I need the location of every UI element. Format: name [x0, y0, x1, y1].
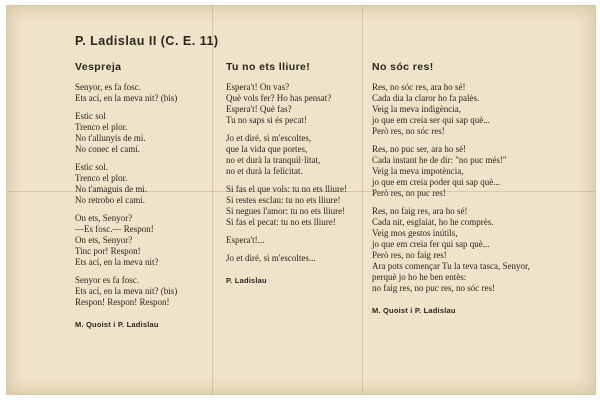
- stanza: [75, 213, 225, 268]
- stanza: [372, 144, 537, 199]
- poem-body: [75, 82, 225, 308]
- poem-column-tu-no-ets-lliure: [226, 61, 376, 285]
- poem-column-vespreja: [75, 61, 225, 329]
- stanza: [372, 82, 537, 137]
- verse-line: Si restes esclau: tu no ets lliure!: [226, 195, 341, 205]
- verse-line: Trenco el plor.: [75, 173, 128, 183]
- verse-line: Ara pots començar Tu la teva tasca, Senyor,: [372, 261, 530, 271]
- verse-line: Ets ací, en la meva nit? (bis): [75, 286, 178, 296]
- verse-line: Ets ací, en la meva nit? (bis): [75, 93, 178, 103]
- verse-line: Què vols fer? Ho has pensat?: [226, 93, 332, 103]
- document-sheet: [6, 5, 596, 395]
- verse-line: Espera't! Què fas?: [226, 104, 292, 114]
- stanza: [226, 235, 376, 246]
- verse-line: Espera't! On vas?: [226, 82, 290, 92]
- poem-title: No sóc res!: [372, 61, 434, 73]
- verse-line: Veig la meva indigència,: [372, 104, 461, 114]
- verse-line: jo que em creia fer qui sap què...: [372, 239, 490, 249]
- verse-line: no faig res, no puc res, no sóc res!: [372, 283, 495, 293]
- verse-line: Veig mos gestos inútils,: [372, 228, 458, 238]
- poem-author: P. Ladislau: [226, 276, 267, 285]
- stanza: [75, 82, 225, 104]
- verse-line: No conec el camí.: [75, 144, 140, 154]
- verse-line: Res, no puc ser, ara ho sé!: [372, 144, 467, 154]
- verse-line: Res, no sóc res, ara ho sé!: [372, 82, 466, 92]
- verse-line: Però res, no puc res!: [372, 188, 446, 198]
- poem-body: [226, 82, 376, 264]
- verse-line: No retrobo el camí.: [75, 195, 145, 205]
- verse-line: Cada nit, esglaiat, ho he comprès.: [372, 217, 494, 227]
- stanza: [226, 82, 376, 126]
- verse-line: jo que em creia poder qui sap què...: [372, 177, 500, 187]
- verse-line: Tinc por! Respon!: [75, 246, 141, 256]
- verse-line: Respon! Respon! Respon!: [75, 297, 170, 307]
- verse-line: no et durà la felicitat.: [226, 166, 303, 176]
- stanza: [75, 162, 225, 206]
- verse-line: Però res, no faig res!: [372, 250, 447, 260]
- poem-author: M. Quoist i P. Ladislau: [372, 306, 456, 315]
- poem-author: M. Quoist i P. Ladislau: [75, 320, 159, 329]
- verse-line: Tu no saps si és pecat!: [226, 115, 307, 125]
- verse-line: Espera't!...: [226, 235, 265, 245]
- stanza: [226, 253, 376, 264]
- verse-line: Però res, no sóc res!: [372, 126, 445, 136]
- stanza: [75, 275, 225, 308]
- verse-line: perquè jo ho he ben entès:: [372, 272, 467, 282]
- poem-title: Vespreja: [75, 61, 122, 73]
- verse-line: Si negues l'amor: tu no ets lliure!: [226, 206, 346, 216]
- stanza: [75, 111, 225, 155]
- verse-line: Ets ací, en la meva nit?: [75, 257, 159, 267]
- verse-line: No t'amaguis de mi.: [75, 184, 148, 194]
- verse-line: No t'allunyis de mi.: [75, 133, 146, 143]
- stanza: [372, 206, 537, 294]
- verse-line: Jo et diré, si m'escoltes,: [226, 133, 312, 143]
- verse-line: —Es fosc.— Respon!: [75, 224, 154, 234]
- verse-line: Estic sol: [75, 111, 106, 121]
- page-header: P. Ladislau II (C. E. 11): [75, 34, 219, 48]
- verse-line: Estic sol.: [75, 162, 108, 172]
- verse-line: Senyor, es fa fosc.: [75, 82, 141, 92]
- verse-line: Veig la meva impotència,: [372, 166, 464, 176]
- verse-line: jo que em creia ser qui sap què...: [372, 115, 490, 125]
- verse-line: Res, no faig res, ara ho sé!: [372, 206, 468, 216]
- poem-title: Tu no ets lliure!: [226, 61, 311, 73]
- verse-line: On ets, Senyor?: [75, 235, 133, 245]
- stanza: [226, 184, 376, 228]
- verse-line: que la vida que portes,: [226, 144, 308, 154]
- verse-line: Cada dia la claror ho fa palès.: [372, 93, 480, 103]
- verse-line: Cada instant he de dir: "no puc més!": [372, 155, 507, 165]
- verse-line: Senyor es fa fosc.: [75, 275, 139, 285]
- verse-line: On ets, Senyor?: [75, 213, 133, 223]
- poem-body: [372, 82, 537, 294]
- verse-line: Si fas el que vols: tu no ets lliure!: [226, 184, 347, 194]
- verse-line: Jo et diré, si m'escoltes...: [226, 253, 316, 263]
- verse-line: Si fas el pecat: tu no ets lliure!: [226, 217, 336, 227]
- poem-column-no-soc-res: [372, 61, 537, 315]
- verse-line: no et durà la tranquil·litat,: [226, 155, 321, 165]
- verse-line: Trenco el plor.: [75, 122, 128, 132]
- stanza: [226, 133, 376, 177]
